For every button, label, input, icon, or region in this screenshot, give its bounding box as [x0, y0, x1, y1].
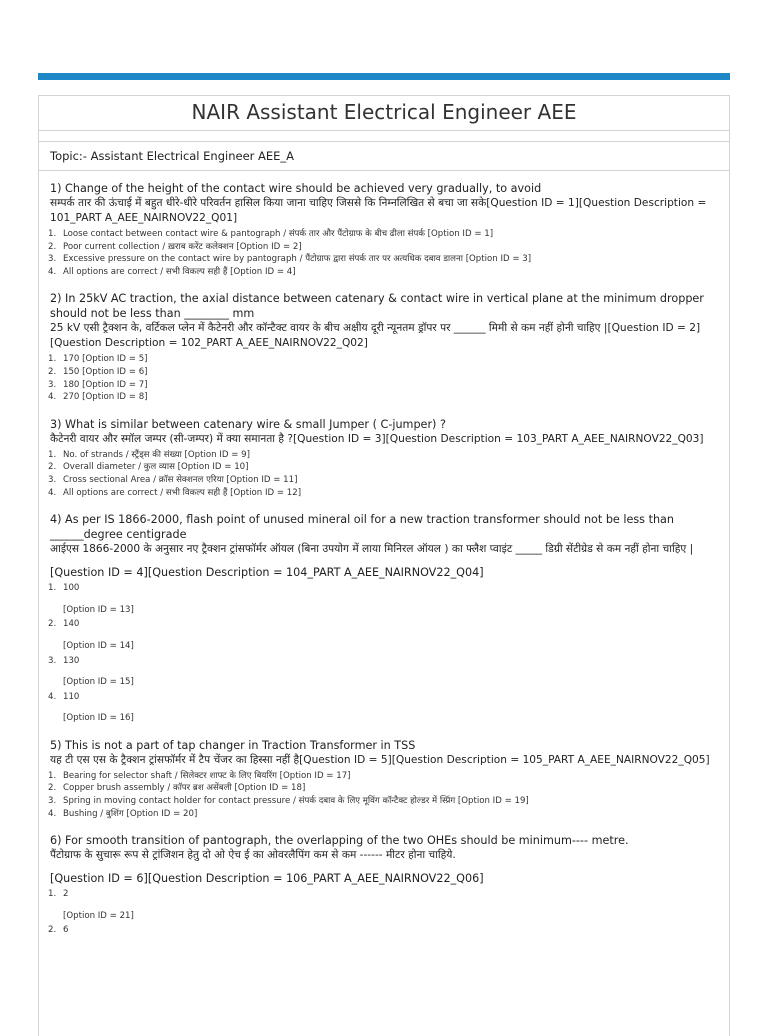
- option-item[interactable]: 1. 170 [Option ID = 5]: [48, 354, 148, 365]
- option-list: [50, 582, 717, 725]
- topic-line: Topic:- Assistant Electrical Engineer AEE_A: [39, 142, 729, 171]
- question-text-hi: सम्पर्क तार की ऊंचाई में बहुत धीरे-धीरे परिवर्तन हासिल किया जाना चाहिए जिससे कि निम्नलिखित से बचा जा सके[Question ID = 1][Question Description = 101_PART A_AEE_NAIRNOV22_Q01]: [50, 197, 707, 224]
- option-item[interactable]: 2. 140 [Option ID = 14]: [48, 619, 134, 651]
- top-accent-bar: [38, 73, 730, 80]
- option-item[interactable]: 3. 130 [Option ID = 15]: [48, 655, 134, 688]
- question-text-en: 1) Change of the height of the contact wire should be achieved very gradually, to avoid: [50, 182, 542, 195]
- option-item[interactable]: 1. Loose contact between contact wire & pantograph / संपर्क तार और पैंटोग्राफ के बीच ढीला संपर्क [Option ID = 1]: [48, 229, 494, 239]
- option-item[interactable]: 1. No. of strands / स्ट्रैंड्स की संख्या [Option ID = 9]: [48, 449, 250, 460]
- question-text-en: 2) In 25kV AC traction, the axial distance between catenary & contact wire in vertical plane at the minimum dropper should not be less than ________ mm: [50, 292, 704, 321]
- option-item[interactable]: 3. Cross sectional Area / क्रॉस सेक्शनल एरिया [Option ID = 11]: [48, 474, 298, 485]
- option-item[interactable]: 2. Copper brush assembly / कॉपर ब्रश असेंबली [Option ID = 18]: [48, 783, 306, 794]
- divider: [39, 131, 729, 142]
- option-item[interactable]: 3. Spring in moving contact holder for contact pressure / संपर्क दबाव के लिए मूविंग कॉन्टैक्ट होल्डर में स्प्रिंग [Option ID = 19]: [48, 796, 529, 807]
- option-item[interactable]: 1. 2 [Option ID = 21]: [48, 889, 134, 921]
- question-text-en: 3) What is similar between catenary wire & small Jumper ( C-jumper) ?: [50, 417, 446, 431]
- option-item[interactable]: 2. 150 [Option ID = 6]: [48, 366, 148, 377]
- question-text-hi: 25 kV एसी ट्रैक्शन के, वर्टिकल प्लेन में कैटेनरी और कॉन्टैक्ट वायर के बीच अक्षीय दूरी न्यूनतम ड्रॉपर पर ______ मिमी से कम नहीं होनी चाहिए |[Question ID = 2][Question Description = 102_PART A_AEE_NAIRNOV22_Q02]: [50, 322, 701, 350]
- question-id-line: [Question ID = 4][Question Description = 104_PART A_AEE_NAIRNOV22_Q04]: [50, 566, 484, 580]
- option-item[interactable]: 3. 180 [Option ID = 7]: [48, 379, 148, 390]
- question-4: [50, 512, 717, 725]
- option-list: [50, 228, 717, 278]
- question-5: [50, 738, 717, 820]
- question-text-hi: यह टी एस एस के ट्रैक्शन ट्रांसफॉर्मर में टैप चेंजर का हिस्सा नहीं है[Question ID = 5][Question Description = 105_PART A_AEE_NAIRNOV22_Q05]: [50, 753, 710, 766]
- question-text-en: 4) As per IS 1866-2000, flash point of unused mineral oil for a new traction transformer should not be less than ______degree centigrade: [50, 513, 674, 542]
- page-title: NAIR Assistant Electrical Engineer AEE: [39, 96, 729, 131]
- option-list: [50, 449, 717, 499]
- question-id-line: [Question ID = 6][Question Description = 106_PART A_AEE_NAIRNOV22_Q06]: [50, 872, 484, 886]
- question-1: [50, 181, 717, 278]
- question-list: [39, 181, 729, 937]
- option-item[interactable]: 3. Excessive pressure on the contact wire by pantograph / पैंटोग्राफ द्वारा संपर्क तार पर अत्यधिक दबाव डालना [Option ID = 3]: [48, 254, 532, 265]
- option-item[interactable]: 2. Overall diameter / कुल व्यास [Option ID = 10]: [48, 462, 249, 473]
- question-text-en: 5) This is not a part of tap changer in Traction Transformer in TSS: [50, 738, 416, 752]
- question-2: [50, 291, 717, 403]
- question-text-en: 6) For smooth transition of pantograph, the overlapping of the two OHEs should be minimum---- metre.: [50, 834, 629, 848]
- option-item[interactable]: 4. Bushing / बुशिंग [Option ID = 20]: [48, 808, 198, 819]
- question-3: [50, 417, 717, 499]
- option-item[interactable]: 1. Bearing for selector shaft / सिलेक्टर शाफ्ट के लिए बियरिंग [Option ID = 17]: [48, 770, 351, 781]
- option-item[interactable]: 4. All options are correct / सभी विकल्प सही हैं [Option ID = 12]: [48, 487, 302, 498]
- option-item[interactable]: 4. 110 [Option ID = 16]: [48, 691, 134, 724]
- option-list: [50, 353, 717, 403]
- question-text-hi: पैंटोग्राफ के सुचारू रूप से ट्रांजिशन हेतु दो ओ ऐच ई का ओवरलैपिंग कम से कम ------ मीटर होना चाहिये.: [50, 849, 456, 862]
- document-sheet: [38, 95, 730, 1036]
- option-item[interactable]: 2. Poor current collection / ख़राब करेंट कलेक्शन [Option ID = 2]: [48, 241, 302, 252]
- question-6: [50, 833, 717, 937]
- option-list: [50, 770, 717, 820]
- option-item[interactable]: 2. 6: [48, 925, 69, 936]
- question-text-hi: आईएस 1866-2000 के अनुसार नए ट्रैक्शन ट्रांसफॉर्मर ऑयल (बिना उपयोग में लाया मिनिरल ऑयल ) का फ्लैश प्वाइंट _____ डिग्री सेंटीग्रेड से कम नहीं होना चाहिए |: [50, 543, 694, 556]
- option-item[interactable]: 4. All options are correct / सभी विकल्प सही हैं [Option ID = 4]: [48, 266, 296, 277]
- option-item[interactable]: 1. 100 [Option ID = 13]: [48, 583, 134, 615]
- question-text-hi: कैटेनरी वायर और स्मॉल जम्पर (सी-जम्पर) में क्या समानता है ?[Question ID = 3][Question Description = 103_PART A_AEE_NAIRNOV22_Q03]: [50, 432, 704, 445]
- option-list: [50, 888, 717, 937]
- option-item[interactable]: 4. 270 [Option ID = 8]: [48, 392, 148, 403]
